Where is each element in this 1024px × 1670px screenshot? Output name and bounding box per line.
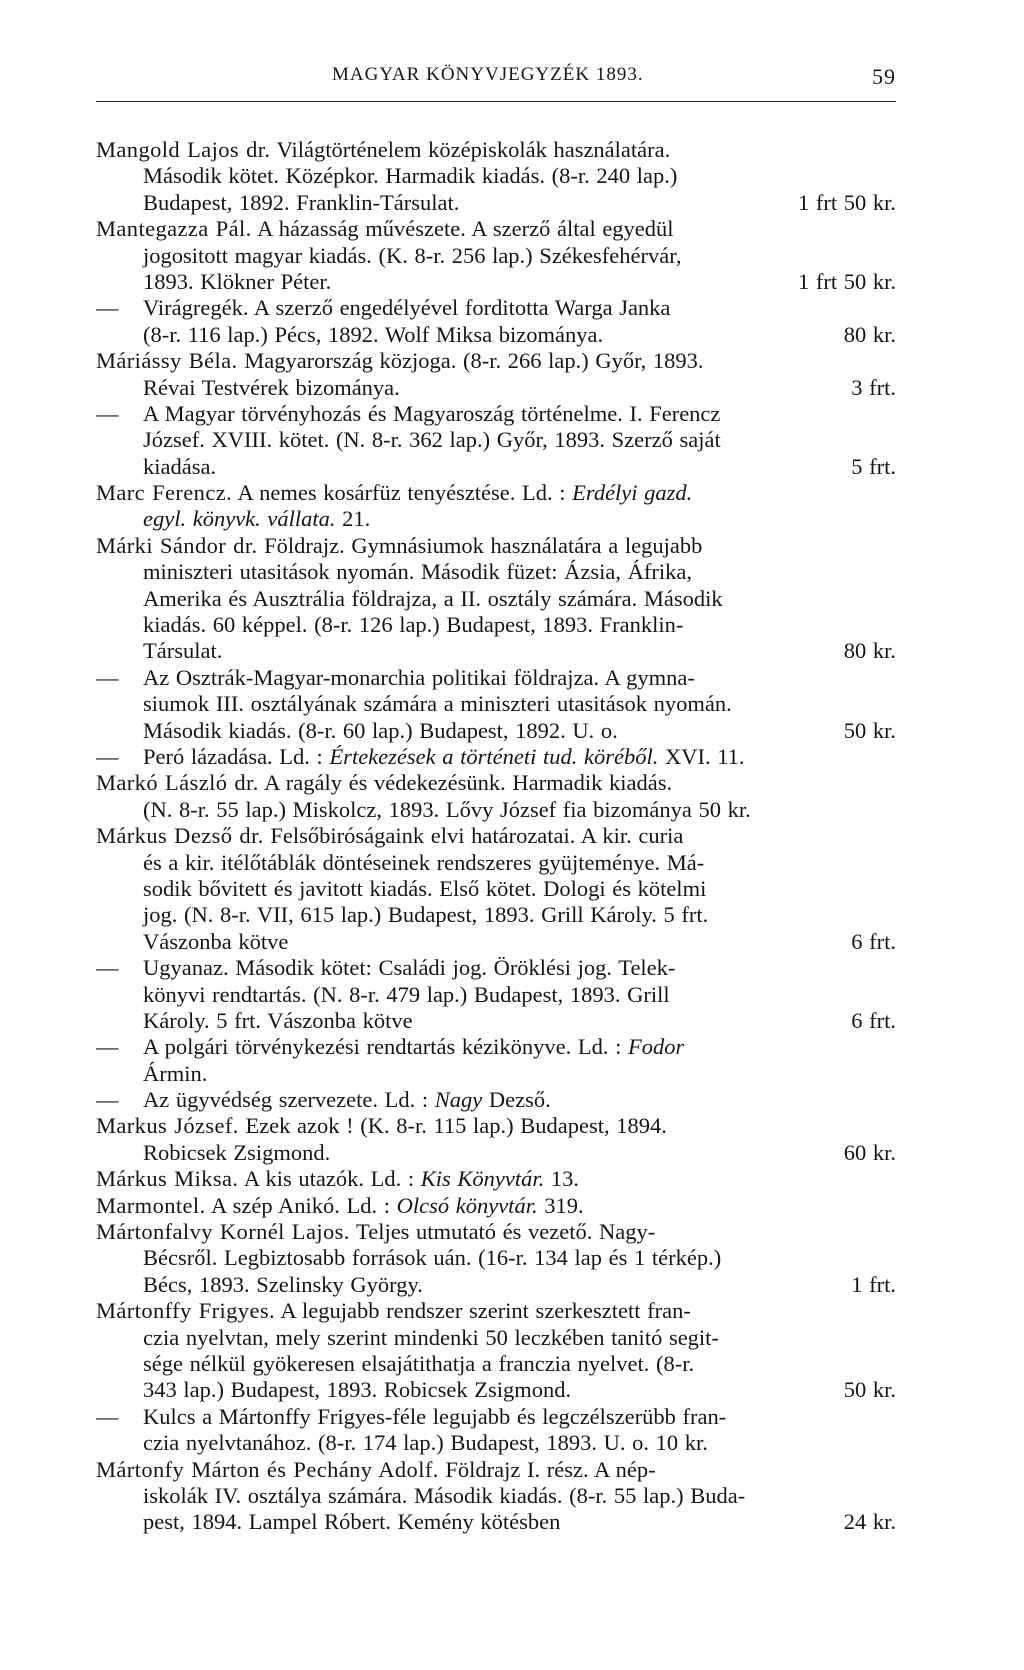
entry-price: 80 kr. xyxy=(843,638,896,664)
entry-text: A polgári törvénykezési rendtartás kézikönyve. Ld. : xyxy=(143,1034,628,1060)
series-title: egyl. könyvk. vállata. xyxy=(143,506,336,532)
entry-text: Világtörténelem középiskolák használatára. xyxy=(270,137,671,162)
catalog-line xyxy=(96,269,896,295)
catalog-line xyxy=(96,1008,896,1034)
entry-text: 343 lap.) Budapest, 1893. Robicsek Zsigmond. xyxy=(143,1377,572,1403)
catalog-line xyxy=(96,1087,896,1113)
catalog-line xyxy=(96,216,896,242)
series-title: Fodor xyxy=(627,1034,685,1060)
entry-price: 1 frt 50 kr. xyxy=(798,189,896,215)
series-title: Kis Könyvtár. xyxy=(420,1166,545,1192)
entry-price: 50 kr. xyxy=(843,717,896,743)
catalog-line xyxy=(96,348,896,374)
entry-text: sége nélkül gyökeresen elsajátithatja a franczia nyelvet. (8-r. xyxy=(143,1350,695,1376)
entry-text: Ugyanaz. Második kötet: Családi jog. Öröklési jog. Telek- xyxy=(143,955,676,981)
running-header xyxy=(300,64,896,92)
entry-text: A legujabb rendszer szerint szerkesztett fran- xyxy=(275,1298,691,1324)
catalog-line xyxy=(96,243,896,269)
header-rule xyxy=(96,101,896,102)
entry-text: József. XVIII. kötet. (N. 8-r. 362 lap.) Győr, 1893. Szerző saját xyxy=(143,427,721,453)
entry-text: miniszteri utasitások nyomán. Második füzet: Ázsia, Áfrika, xyxy=(143,559,692,585)
entry-text: és a kir. itélőtáblák döntéseinek rendszeres gyüjteménye. Má- xyxy=(143,849,705,875)
catalog-line xyxy=(96,1219,896,1245)
catalog-line xyxy=(96,163,896,189)
entry-text: (N. 8-r. 55 lap.) Miskolcz, 1893. Lővy József fia bizománya 50 kr. xyxy=(143,796,751,822)
catalog-line xyxy=(96,1193,896,1219)
series-title: Erdélyi gazd. xyxy=(572,480,693,506)
entry-author: Markus József. xyxy=(96,1113,239,1139)
entry-text: Robicsek Zsigmond. xyxy=(143,1139,331,1165)
catalog-line xyxy=(96,1483,896,1509)
entry-text: 1893. Klökner Péter. xyxy=(143,268,332,294)
entry-text: Második kötet. Középkor. Harmadik kiadás. (8-r. 240 lap.) xyxy=(143,163,678,189)
entry-author: Márkus Miksa. xyxy=(96,1166,239,1192)
entry-price: 80 kr. xyxy=(843,321,896,347)
entry-text: Amerika és Ausztrália földrajza, a II. osztály számára. Második xyxy=(143,585,723,611)
entry-author: Mártonffy Frigyes. xyxy=(96,1298,276,1324)
catalog-line xyxy=(96,744,896,770)
entry-price: 6 frt. xyxy=(851,1007,896,1033)
catalog-line xyxy=(96,982,896,1008)
entry-text: jog. (N. 8-r. VII, 615 lap.) Budapest, 1893. Grill Károly. 5 frt. xyxy=(143,902,709,928)
entry-text: Dezső. xyxy=(482,1087,551,1113)
entry-text: jogositott magyar kiadás. (K. 8-r. 256 lap.) Székesfehérvár, xyxy=(143,242,682,268)
entry-text: A kis utazók. Ld. : xyxy=(238,1166,421,1192)
entry-text: A ragály és védekezésünk. Harmadik kiadás. xyxy=(258,770,673,796)
catalog-line xyxy=(96,1166,896,1192)
catalog-line xyxy=(96,638,896,664)
entry-price: 1 frt 50 kr. xyxy=(798,268,896,294)
entry-text: Az Osztrák-Magyar-monarchia politikai földrajza. A gymna- xyxy=(143,664,695,690)
entry-author: Markó László dr. xyxy=(96,770,259,796)
entry-text: (8-r. 116 lap.) Pécs, 1892. Wolf Miksa bizománya. xyxy=(143,321,604,347)
page-number: 59 xyxy=(872,64,896,89)
catalog-line xyxy=(96,1325,896,1351)
catalog-line xyxy=(96,902,896,928)
catalog-line xyxy=(96,797,896,823)
catalog-line xyxy=(96,427,896,453)
entry-text: Társulat. xyxy=(143,638,223,664)
catalog-line xyxy=(96,506,896,532)
catalog-line xyxy=(96,1245,896,1271)
catalog-line xyxy=(96,955,896,981)
catalog-line xyxy=(96,375,896,401)
entry-text: kiadása. xyxy=(143,453,217,479)
entry-text: Vászonba kötve xyxy=(143,928,289,954)
entry-price: 50 kr. xyxy=(843,1377,896,1403)
catalog-line xyxy=(96,691,896,717)
entry-text: Károly. 5 frt. Vászonba kötve xyxy=(143,1007,413,1033)
catalog-line xyxy=(96,876,896,902)
entry-text: Budapest, 1892. Franklin-Társulat. xyxy=(143,189,460,215)
entry-author: Máriássy Béla. xyxy=(96,348,238,374)
catalog-line xyxy=(96,137,896,163)
entry-text: Földrajz. Gymnásiumok használatára a legujabb xyxy=(257,532,703,558)
catalog-line xyxy=(96,1509,896,1535)
entry-text: A Magyar törvényhozás és Magyaroszág történelme. I. Ferencz xyxy=(143,400,721,426)
catalog-line xyxy=(96,480,896,506)
entry-text: Peró lázadása. Ld. : xyxy=(143,743,330,769)
entry-text: czia nyelvtanához. (8-r. 174 lap.) Budapest, 1893. U. o. 10 kr. xyxy=(143,1430,708,1456)
entry-price: 3 frt. xyxy=(851,374,896,400)
entry-text: Ezek azok ! (K. 8-r. 115 lap.) Budapest, 1894. xyxy=(238,1113,667,1139)
entry-text: pest, 1894. Lampel Róbert. Kemény kötésben xyxy=(143,1509,561,1535)
catalog-line xyxy=(96,770,896,796)
entry-text: XVI. 11. xyxy=(658,743,745,769)
header-title: MAGYAR KÖNYVJEGYZÉK 1893. xyxy=(332,64,644,85)
entry-text: Kulcs a Mártonffy Frigyes-féle legujabb és legczélszerübb fran- xyxy=(143,1403,727,1429)
entry-text: Magyarország közjoga. (8-r. 266 lap.) Győr, 1893. xyxy=(237,348,704,374)
entry-text: 13. xyxy=(544,1166,579,1192)
catalog-line xyxy=(96,1377,896,1403)
entry-text: siumok III. osztályának számára a miniszteri utasitások nyomán. xyxy=(143,691,732,717)
entry-text: iskolák IV. osztálya számára. Második kiadás. (8-r. 55 lap.) Buda- xyxy=(143,1482,746,1508)
entry-text: 319. xyxy=(537,1192,584,1218)
entry-author: Mantegazza Pál. xyxy=(96,216,252,242)
catalog-line xyxy=(96,1061,896,1087)
entry-text: A szép Anikó. Ld. : xyxy=(205,1192,397,1218)
entry-text: Földrajz I. rész. A nép- xyxy=(438,1456,656,1482)
series-title: Értekezések a történeti tud. köréből. xyxy=(329,743,659,769)
series-title: Olcsó könyvtár. xyxy=(396,1192,538,1218)
entry-text: Ármin. xyxy=(143,1060,208,1086)
catalog-line xyxy=(96,1351,896,1377)
entry-text: Bécs, 1893. Szelinsky György. xyxy=(143,1271,423,1297)
catalog-line xyxy=(96,1034,896,1060)
entry-text: 21. xyxy=(335,506,371,532)
entry-price: 1 frt. xyxy=(851,1271,896,1297)
entry-price: 60 kr. xyxy=(843,1139,896,1165)
catalog-line xyxy=(96,1140,896,1166)
entry-text: A házasság művészete. A szerző által egyedül xyxy=(251,216,674,242)
entry-text: Az ügyvédség szervezete. Ld. : xyxy=(143,1087,435,1113)
catalog-line xyxy=(96,850,896,876)
entry-price: 5 frt. xyxy=(851,453,896,479)
catalog-body xyxy=(96,137,896,1536)
catalog-line xyxy=(96,1113,896,1139)
catalog-line xyxy=(96,559,896,585)
catalog-line xyxy=(96,1404,896,1430)
entry-text: sodik bővitett és javitott kiadás. Első kötet. Dologi és kötelmi xyxy=(143,875,707,901)
catalog-line xyxy=(96,612,896,638)
entry-text: A nemes kosárfüz tenyésztése. Ld. : xyxy=(232,480,573,506)
entry-author: Márkus Dezső dr. xyxy=(96,823,264,849)
entry-author: Marc Ferencz. xyxy=(96,480,233,506)
catalog-line xyxy=(96,401,896,427)
entry-text: Teljes utmutató és vezető. Nagy- xyxy=(349,1219,656,1245)
catalog-line xyxy=(96,1457,896,1483)
entry-price: 24 kr. xyxy=(843,1509,896,1535)
catalog-line xyxy=(96,586,896,612)
entry-author: Marmontel. xyxy=(96,1192,206,1218)
entry-author: Mangold Lajos dr. xyxy=(96,137,271,162)
entry-text: Révai Testvérek bizománya. xyxy=(143,374,400,400)
entry-author: Mártonfy Márton és Pechány Adolf. xyxy=(96,1456,439,1482)
catalog-line xyxy=(96,295,896,321)
catalog-line xyxy=(96,823,896,849)
catalog-line xyxy=(96,1298,896,1324)
entry-text: könyvi rendtartás. (N. 8-r. 479 lap.) Budapest, 1893. Grill xyxy=(143,981,670,1007)
entry-author: Mártonfalvy Kornél Lajos. xyxy=(96,1219,350,1245)
catalog-line xyxy=(96,322,896,348)
entry-text: czia nyelvtan, mely szerint mindenki 50 leczkében tanitó segit- xyxy=(143,1324,719,1350)
entry-text: Második kiadás. (8-r. 60 lap.) Budapest, 1892. U. o. xyxy=(143,717,618,743)
catalog-line xyxy=(96,1430,896,1456)
entry-text: Felsőbiróságaink elvi határozatai. A kir. curia xyxy=(263,823,684,849)
catalog-line xyxy=(96,665,896,691)
catalog-line xyxy=(96,929,896,955)
catalog-line xyxy=(96,454,896,480)
entry-text: kiadás. 60 képpel. (8-r. 126 lap.) Budapest, 1893. Franklin- xyxy=(143,612,684,638)
entry-text: Virágregék. A szerző engedélyével forditotta Warga Janka xyxy=(143,295,671,321)
series-title: Nagy xyxy=(434,1087,483,1113)
entry-text: Bécsről. Legbiztosabb források uán. (16-r. 134 lap és 1 térkép.) xyxy=(143,1245,722,1271)
catalog-line xyxy=(96,533,896,559)
catalog-line xyxy=(96,1272,896,1298)
entry-author: Márki Sándor dr. xyxy=(96,532,258,558)
entry-price: 6 frt. xyxy=(851,928,896,954)
catalog-line xyxy=(96,190,896,216)
catalog-line xyxy=(96,718,896,744)
